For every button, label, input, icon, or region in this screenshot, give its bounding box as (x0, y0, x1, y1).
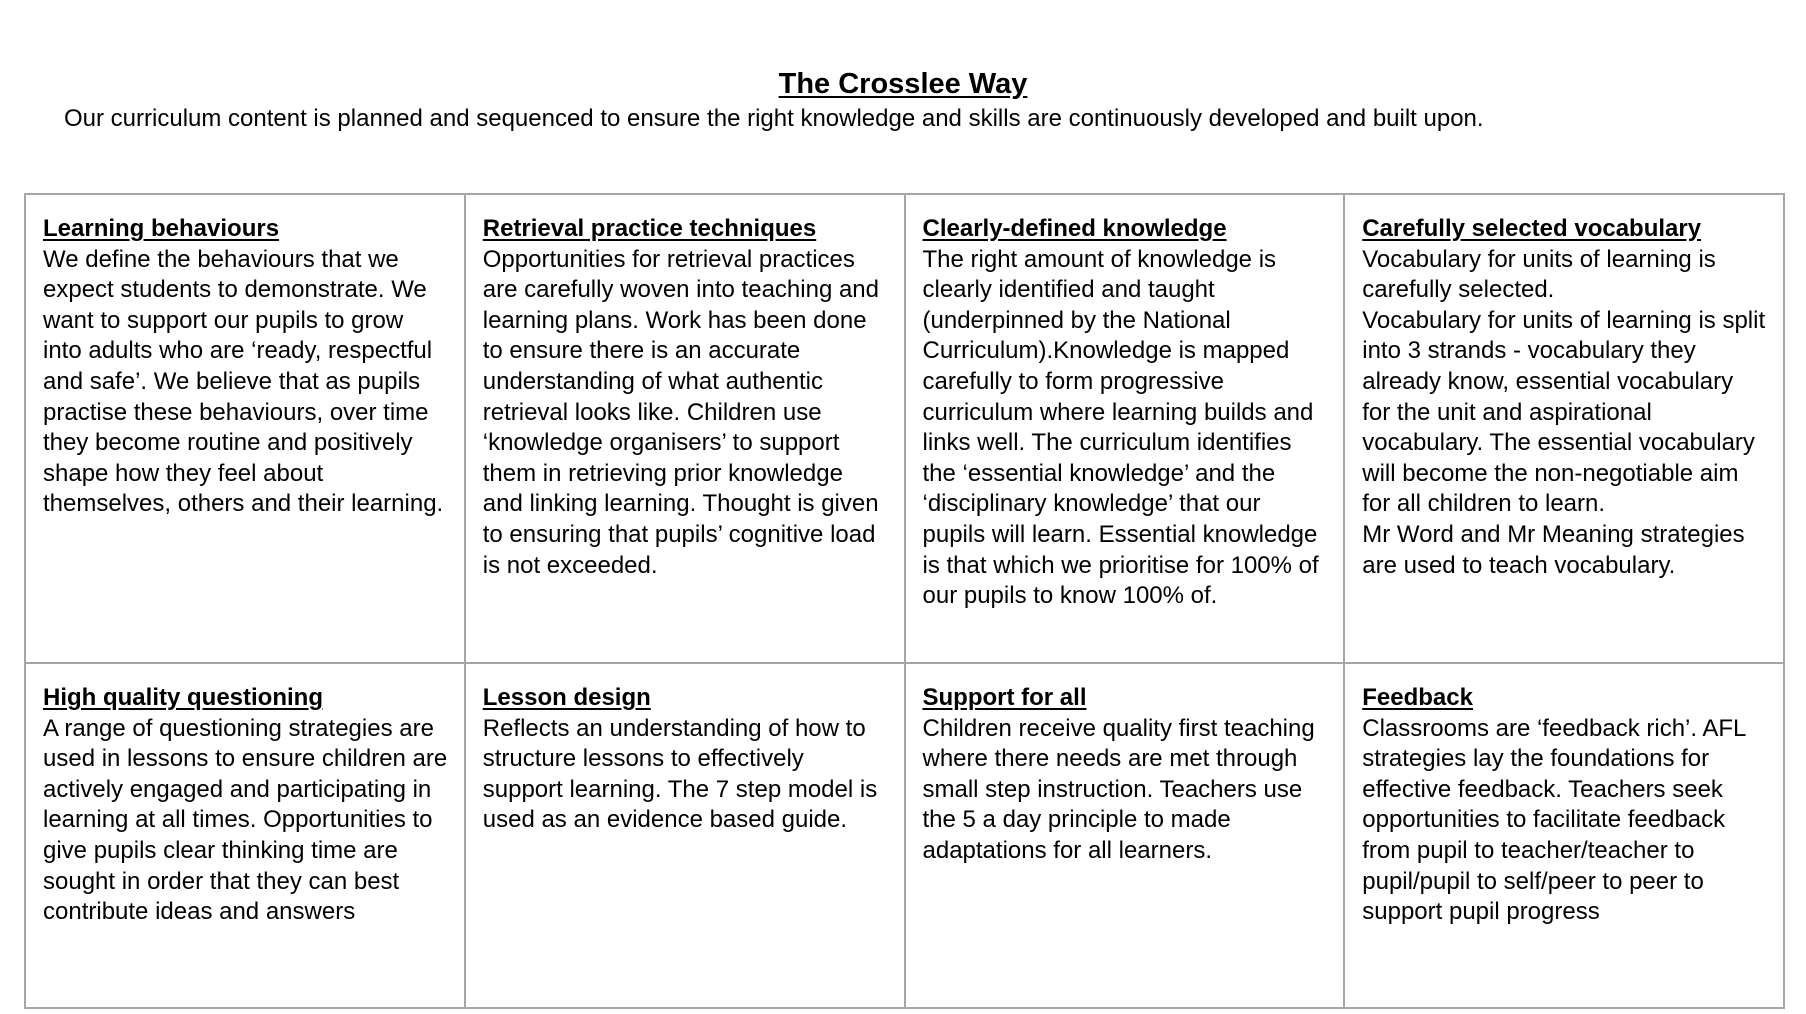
cell-body-line: Mr Word and Mr Meaning strategies are used to teach vocabulary. (1362, 520, 1745, 579)
cell-heading: Carefully selected vocabulary (1362, 215, 1702, 242)
cell-heading: Support for all (922, 684, 1087, 711)
cell-high-quality-questioning (25, 663, 465, 1008)
cell-body: Classrooms are ‘feedback rich’. AFL strategies lay the foundations for effective feedback. Teachers seek opportunities to facilitate feedback from pupil to teacher/teacher to pupil/pupil to self/peer to peer to support pupil progress (1362, 714, 1746, 926)
intro-text: Our curriculum content is planned and sequenced to ensure the right knowledge and skills are continuously developed and built upon. (64, 105, 1484, 132)
cell-body: A range of questioning strategies are used in lessons to ensure children are actively engaged and participating in learning at all times. Opportunities to give pupils clear thinking time are sought in order that they can best contribute ideas and answers (43, 714, 448, 926)
page-title: The Crosslee Way (778, 68, 1028, 100)
cell-body: The right amount of knowledge is clearly identified and taught (underpinned by the National Curriculum).Knowledge is mapped carefully to form progressive curriculum where learning builds and links well. The curriculum identifies the ‘essential knowledge’ and the ‘disciplinary knowledge’ that our pupils will learn. Essential knowledge is that which we prioritise for 100% of our pupils to know 100% of. (922, 245, 1319, 610)
cell-heading: Retrieval practice techniques (482, 215, 817, 242)
cell-feedback (1344, 663, 1784, 1008)
cell-selected-vocabulary (1344, 194, 1784, 663)
cell-body: We define the behaviours that we expect students to demonstrate. We want to support our pupils to grow into adults who are ‘ready, respectful and safe’. We believe that as pupils practise these behaviours, over time they become routine and positively shape how they feel about themselves, others and their learning. (43, 245, 444, 518)
cell-heading: Feedback (1362, 684, 1473, 711)
cell-heading: Lesson design (482, 684, 651, 711)
curriculum-grid (24, 193, 1785, 1009)
cell-learning-behaviours (25, 194, 465, 663)
grid-row (25, 663, 1784, 1008)
cell-body: Children receive quality first teaching where there needs are met through small step instruction. Teachers use the 5 a day principle to made adaptations for all learners. (922, 714, 1315, 864)
cell-body-line: Vocabulary for units of learning is split into 3 strands - vocabulary they already know, essential vocabulary for the unit and aspirational vocabulary. The essential vocabulary will become the non-negotiable aim for all children to learn. (1362, 306, 1766, 518)
cell-clearly-defined-knowledge (905, 194, 1345, 663)
cell-retrieval-practice (465, 194, 905, 663)
cell-heading: Learning behaviours (43, 215, 280, 242)
cell-body: Reflects an understanding of how to structure lessons to effectively support learning. The 7 step model is used as an evidence based guide. (482, 714, 878, 834)
cell-lesson-design (465, 663, 905, 1008)
cell-body: Opportunities for retrieval practices are carefully woven into teaching and learning plans. Work has been done to ensure there is an accurate understanding of what authentic retrieval looks like. Children use ‘knowledge organisers’ to support them in retrieving prior knowledge and linking learning. Thought is given to ensuring that pupils’ cognitive load is not exceeded. (482, 245, 879, 579)
cell-heading: High quality questioning (43, 684, 323, 711)
cell-support-for-all (905, 663, 1345, 1008)
cell-body-line: Vocabulary for units of learning is carefully selected. (1362, 245, 1716, 304)
grid-row (25, 194, 1784, 663)
cell-heading: Clearly-defined knowledge (922, 215, 1227, 242)
